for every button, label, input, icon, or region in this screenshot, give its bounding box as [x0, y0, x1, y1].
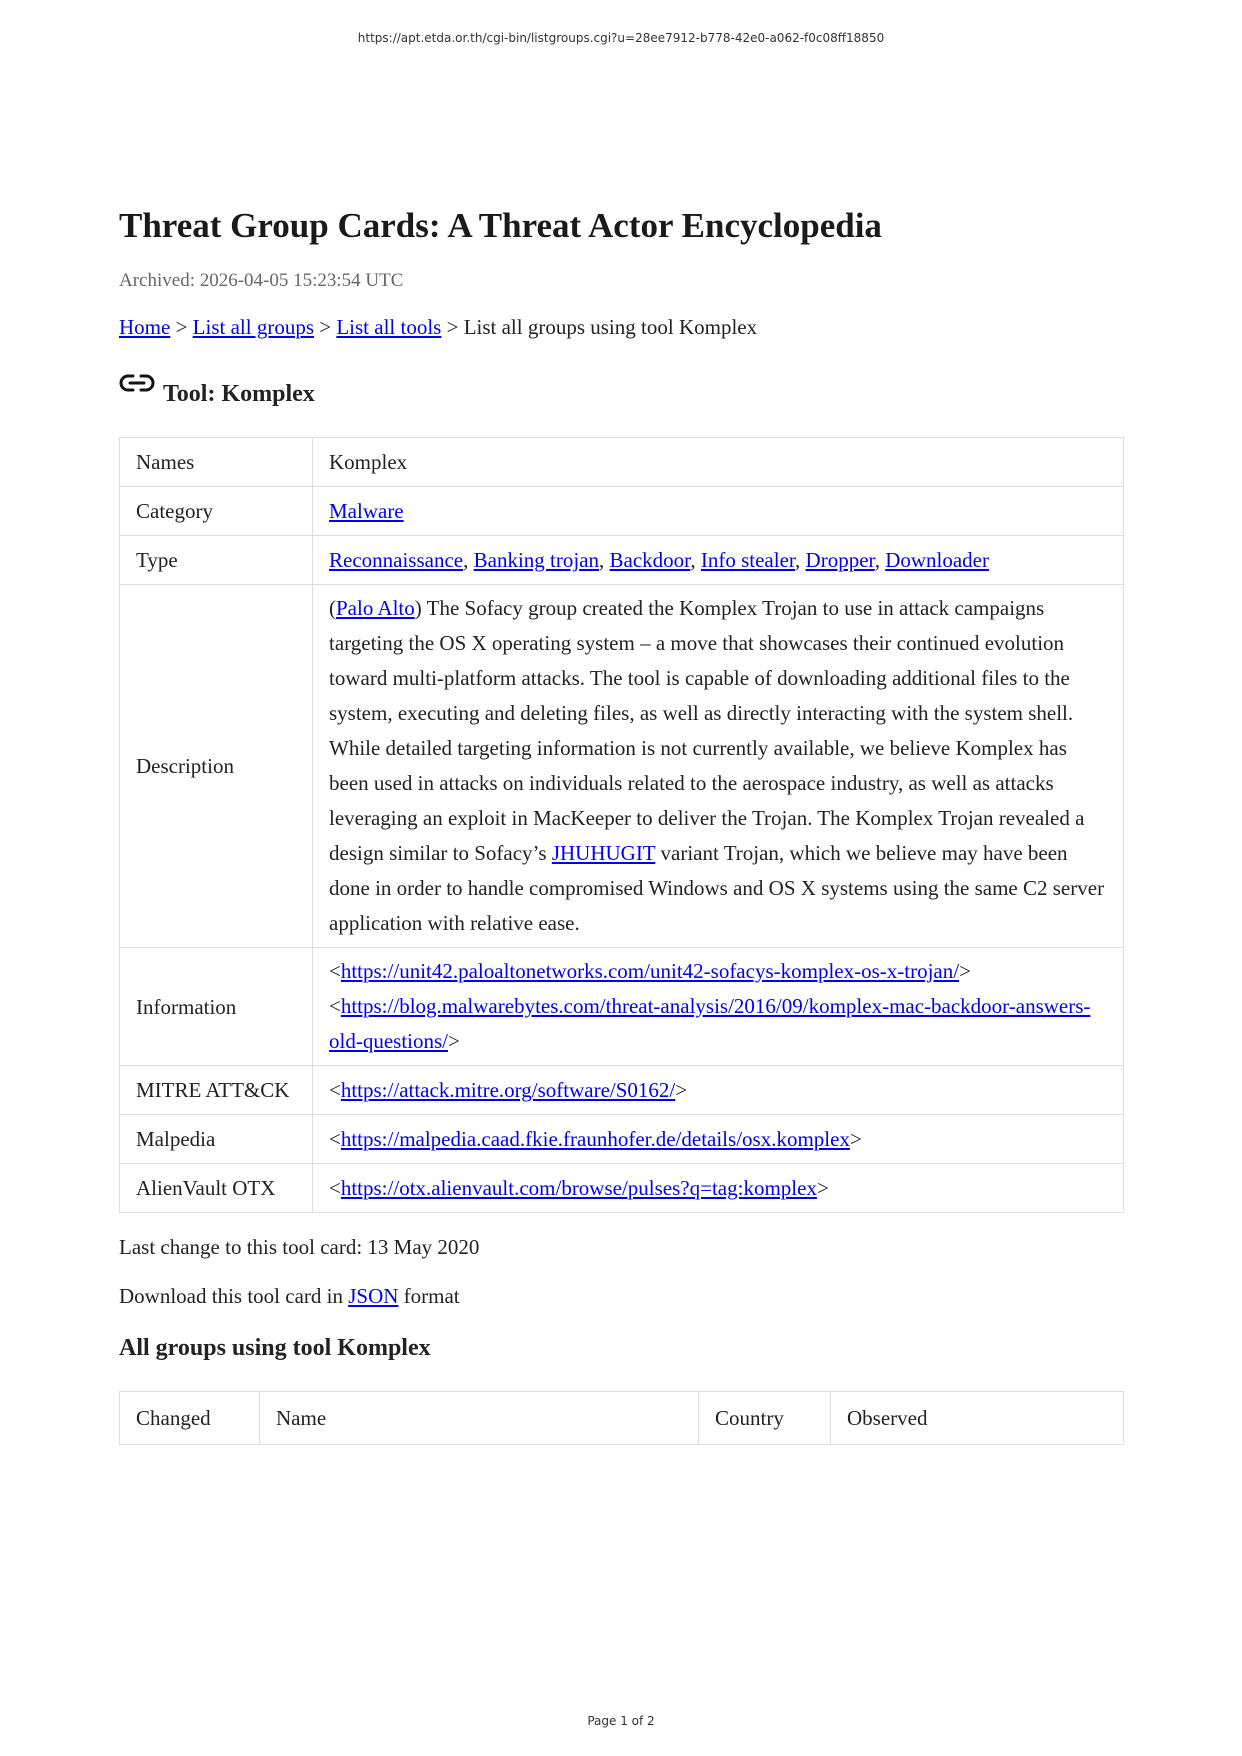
- breadcrumb-separator: >: [175, 315, 188, 339]
- tool-title: Tool: Komplex: [163, 381, 315, 407]
- column-header-country[interactable]: Country: [699, 1392, 831, 1445]
- archived-timestamp: Archived: 2026-04-05 15:23:54 UTC: [119, 270, 404, 291]
- table-header-row: [120, 1392, 1124, 1445]
- information-link[interactable]: https://blog.malwarebytes.com/threat-analysis/2016/09/komplex-mac-backdoor-answers-old-questions/: [329, 994, 1091, 1053]
- separator: ,: [874, 548, 880, 572]
- page-title: Threat Group Cards: A Threat Actor Encyclopedia: [119, 206, 882, 245]
- breadcrumb-current: List all groups using tool Komplex: [463, 315, 758, 339]
- description-text: [313, 585, 1124, 948]
- column-header-observed[interactable]: Observed: [831, 1392, 1124, 1445]
- row-key: Malpedia: [120, 1115, 313, 1164]
- breadcrumb-all-groups-link[interactable]: List all groups: [192, 315, 314, 339]
- type-link[interactable]: Downloader: [885, 548, 989, 572]
- row-key: MITRE ATT&CK: [120, 1066, 313, 1115]
- angle-open: <: [329, 1176, 341, 1200]
- table-row: [120, 438, 1124, 487]
- row-value: [313, 1066, 1124, 1115]
- groups-heading: All groups using tool Komplex: [119, 1335, 431, 1361]
- row-key: Description: [120, 585, 313, 948]
- separator: ,: [795, 548, 801, 572]
- separator: ,: [599, 548, 605, 572]
- breadcrumb-separator: >: [319, 315, 332, 339]
- angle-close: >: [959, 959, 971, 983]
- angle-close: >: [448, 1029, 460, 1053]
- row-value: [313, 1115, 1124, 1164]
- table-row: [120, 536, 1124, 585]
- json-download-link[interactable]: JSON: [348, 1284, 399, 1308]
- page-number: Page 1 of 2: [587, 1714, 655, 1728]
- separator: ,: [690, 548, 696, 572]
- malpedia-link[interactable]: https://malpedia.caad.fkie.fraunhofer.de/details/osx.komplex: [340, 1127, 850, 1151]
- angle-close: >: [849, 1127, 862, 1151]
- table-row: [120, 1115, 1124, 1164]
- last-change-text: Last change to this tool card: 13 May 2020: [119, 1235, 480, 1259]
- print-url-header: https://apt.etda.or.th/cgi-bin/listgroups.cgi?u=28ee7912-b778-42e0-a062-f0c08ff18850: [357, 31, 885, 45]
- angle-open: <: [329, 1078, 341, 1102]
- mitre-link[interactable]: https://attack.mitre.org/software/S0162/: [340, 1078, 676, 1102]
- description-part: variant Trojan, which we believe may have been done in order to handle compromised Windows and OS X systems using the same C2 server application with relative ease.: [329, 841, 1105, 935]
- row-value: [313, 1164, 1124, 1213]
- type-link[interactable]: Reconnaissance: [329, 548, 464, 572]
- row-key: AlienVault OTX: [120, 1164, 313, 1213]
- tool-info-table: [119, 437, 1124, 1213]
- angle-close: >: [816, 1176, 829, 1200]
- angle-open: <: [329, 959, 341, 983]
- breadcrumb: [119, 315, 1124, 340]
- groups-table: [119, 1391, 1124, 1445]
- table-row: [120, 948, 1124, 1066]
- angle-close: >: [675, 1078, 688, 1102]
- breadcrumb-home-link[interactable]: Home: [119, 315, 171, 339]
- type-link[interactable]: Info stealer: [700, 548, 796, 572]
- category-link[interactable]: Malware: [329, 499, 404, 523]
- download-suffix: format: [398, 1284, 460, 1308]
- tool-heading: [119, 370, 1124, 408]
- open-paren: (: [329, 596, 336, 620]
- row-value: [313, 487, 1124, 536]
- row-key: Names: [120, 438, 313, 487]
- table-row: [120, 1066, 1124, 1115]
- breadcrumb-all-tools-link[interactable]: List all tools: [336, 315, 442, 339]
- information-link[interactable]: https://unit42.paloaltonetworks.com/unit42-sofacys-komplex-os-x-trojan/: [340, 959, 960, 983]
- source-link[interactable]: Palo Alto: [336, 596, 415, 620]
- angle-open: <: [329, 994, 341, 1018]
- row-key: Information: [120, 948, 313, 1066]
- row-value: Komplex: [313, 438, 1124, 487]
- row-key: Type: [120, 536, 313, 585]
- download-prefix: Download this tool card in: [119, 1284, 349, 1308]
- type-link[interactable]: Dropper: [805, 548, 875, 572]
- separator: ,: [463, 548, 469, 572]
- type-link[interactable]: Backdoor: [609, 548, 691, 572]
- table-row: [120, 487, 1124, 536]
- row-key: Category: [120, 487, 313, 536]
- alienvault-link[interactable]: https://otx.alienvault.com/browse/pulses?q=tag:komplex: [340, 1176, 817, 1200]
- row-value: [313, 536, 1124, 585]
- jhuhugit-link[interactable]: JHUHUGIT: [551, 841, 656, 865]
- column-header-changed[interactable]: Changed: [120, 1392, 260, 1445]
- type-link[interactable]: Banking trojan: [473, 548, 600, 572]
- link-icon: [119, 371, 155, 395]
- main-content: [119, 205, 1124, 1445]
- column-header-name[interactable]: Name: [260, 1392, 699, 1445]
- download-line: [119, 1284, 1124, 1309]
- angle-open: <: [329, 1127, 341, 1151]
- description-part: ) The Sofacy group created the Komplex Trojan to use in attack campaigns targeting the OS X operating system – a move that showcases their continued evolution toward multi-platform attacks. The tool is capable of downloading additional files to the system, executing and deleting files, as well as directly interacting with the system shell. While detailed targeting information is not currently available, we believe Komplex has been used in attacks on individuals related to the aerospace industry, as well as attacks leveraging an exploit in MacKeeper to deliver the Trojan. The Komplex Trojan revealed a design similar to Sofacy’s: [329, 596, 1085, 865]
- table-row: [120, 1164, 1124, 1213]
- row-value: [313, 948, 1124, 1066]
- table-row: [120, 585, 1124, 948]
- breadcrumb-separator: >: [446, 315, 459, 339]
